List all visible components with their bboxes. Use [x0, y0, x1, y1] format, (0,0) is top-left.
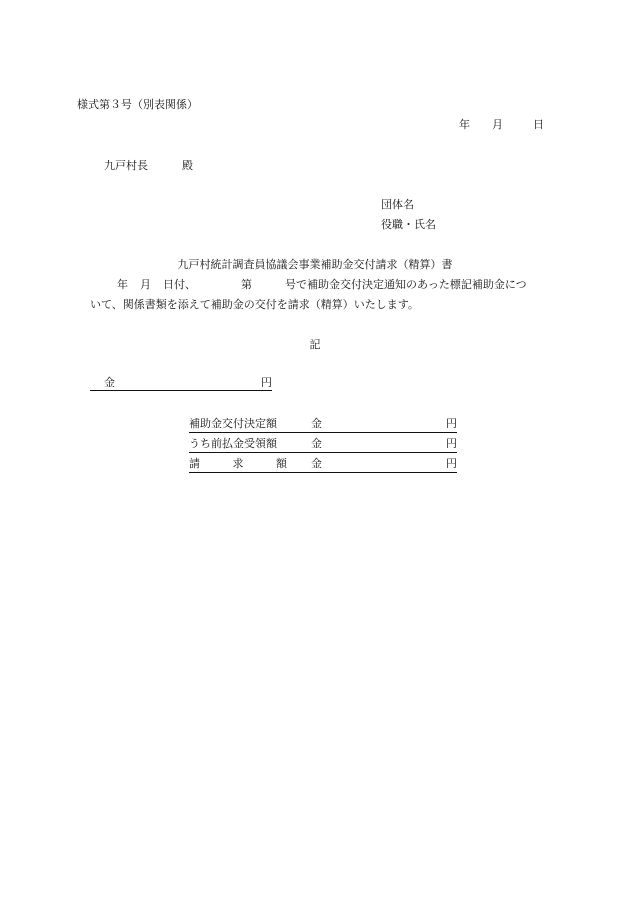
ki-heading: 記 [309, 338, 321, 351]
addressee [104, 160, 193, 171]
document-title: 九戸村統計調査員協議会事業補助金交付請求（精算）書 [177, 258, 453, 271]
date-month: 月 [492, 118, 503, 131]
addressee-honorific: 殿 [182, 159, 193, 172]
claim-char: 額 [276, 457, 287, 470]
amount-yen: 円 [261, 376, 272, 389]
date-day: 日 [533, 118, 544, 131]
body-rest-line1: 号で補助金交付決定通知のあった標記補助金につ [285, 278, 527, 291]
date-line [459, 119, 544, 130]
breakdown-label [189, 458, 287, 469]
amount-kin: 金 [104, 376, 115, 389]
date-year: 年 [459, 118, 470, 131]
body-month: 月 [140, 278, 151, 291]
body-day-dated: 日付、 [163, 278, 196, 291]
form-number: 様式第３号（別表関係） [77, 98, 198, 111]
addressee-name: 九戸村長 [104, 159, 148, 172]
amount-line [90, 377, 272, 391]
breakdown-yen: 円 [446, 437, 457, 450]
breakdown-label: うち前払金受領額 [189, 437, 277, 450]
breakdown-row-prepaid [189, 438, 457, 453]
org-name-label: 団体名 [381, 198, 414, 211]
body-line-2: いて、関係書類を添えて補助金の交付を請求（精算）いたします。 [90, 298, 419, 311]
breakdown-kin: 金 [311, 417, 322, 430]
claim-char: 求 [232, 457, 244, 470]
breakdown-row-decided [189, 418, 457, 433]
breakdown-row-claim [189, 458, 457, 473]
breakdown-yen: 円 [446, 457, 457, 470]
representative-label: 役職・氏名 [381, 218, 436, 231]
breakdown-label: 補助金交付決定額 [189, 417, 277, 430]
breakdown-yen: 円 [446, 417, 457, 430]
body-dai: 第 [241, 278, 252, 291]
body-year: 年 [117, 278, 128, 291]
breakdown-kin: 金 [311, 437, 322, 450]
body-line-1 [117, 279, 527, 290]
breakdown-kin: 金 [311, 457, 322, 470]
claim-char: 請 [189, 457, 200, 470]
